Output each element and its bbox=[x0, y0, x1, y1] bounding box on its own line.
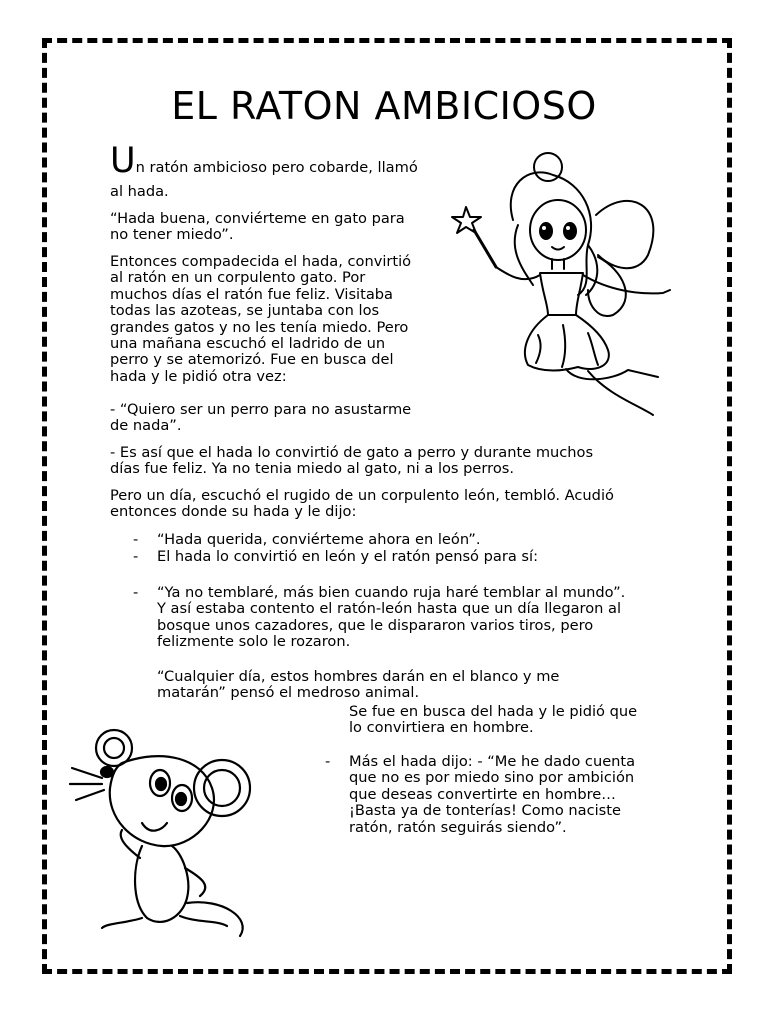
paragraph-6 bbox=[110, 488, 614, 521]
text-line: - “Quiero ser un perro para no asustarme bbox=[110, 401, 412, 418]
text-line: de nada”. bbox=[110, 417, 182, 435]
paragraph-8 bbox=[349, 754, 635, 836]
text-line: Y así estaba contento el ratón-león hasta que un día llegaron al bbox=[157, 600, 622, 618]
text-line: “Cualquier día, estos hombres darán en el blanco y me bbox=[157, 668, 560, 685]
text-line: “Hada buena, conviérteme en gato para bbox=[110, 210, 405, 227]
text-line: matarán” pensó el medroso animal. bbox=[157, 684, 420, 702]
intro-line-2: al hada. bbox=[110, 183, 169, 200]
text-line: Entonces compadecida el hada, convirtió bbox=[110, 253, 412, 270]
intro-line-1: n ratón ambicioso pero cobarde, llamó bbox=[135, 159, 418, 176]
text-line: una mañana escuchó el ladrido de un bbox=[110, 335, 386, 353]
paragraph-4 bbox=[110, 402, 411, 435]
bullet-dash: - bbox=[133, 548, 139, 565]
page-title: EL RATON AMBICIOSO bbox=[171, 84, 597, 128]
bullet-dash: - bbox=[133, 531, 139, 548]
text-line: todas las azoteas, se juntaba con los bbox=[110, 302, 380, 320]
bullet-dash: - bbox=[325, 753, 331, 770]
text-line: ¡Basta ya de tonterías! Como naciste bbox=[349, 802, 621, 820]
bullet-quote bbox=[157, 669, 559, 702]
text-line: al ratón en un corpulento gato. Por bbox=[110, 269, 366, 287]
paragraph-5 bbox=[110, 445, 593, 478]
text-line: Se fue en busca del hada y le pidió que bbox=[349, 703, 638, 720]
fairy-illustration bbox=[448, 145, 688, 425]
text-line: días fue feliz. Ya no tenia miedo al gato, ni a los perros. bbox=[110, 460, 514, 478]
text-line: felizmente solo le rozaron. bbox=[157, 633, 351, 651]
paragraph-7 bbox=[349, 704, 637, 737]
intro-paragraph bbox=[110, 141, 418, 181]
text-line: ratón, ratón seguirás siendo”. bbox=[349, 818, 567, 836]
text-line: bosque unos cazadores, que le dispararon varios tiros, pero bbox=[157, 616, 594, 634]
text-line: perro y se atemorizó. Fue en busca del bbox=[110, 351, 394, 369]
text-line: “Ya no temblaré, más bien cuando ruja haré temblar al mundo”. bbox=[157, 584, 626, 601]
mouse-illustration bbox=[62, 718, 272, 938]
text-line: no tener miedo”. bbox=[110, 226, 234, 244]
bullet-dash: - bbox=[133, 584, 139, 601]
drop-cap: U bbox=[110, 141, 136, 181]
bullet-item-3 bbox=[157, 585, 625, 651]
text-line: grandes gatos y no les tenía miedo. Pero bbox=[110, 318, 409, 336]
bullet-item-1: “Hada querida, conviérteme ahora en león”. bbox=[157, 531, 481, 548]
text-line: - Es así que el hada lo convirtió de gato a perro y durante muchos bbox=[110, 444, 594, 461]
paragraph-3 bbox=[110, 254, 411, 385]
text-line: entonces donde su hada y le dijo: bbox=[110, 503, 357, 521]
text-line: que deseas convertirte en hombre… bbox=[349, 785, 616, 803]
paragraph-2 bbox=[110, 211, 405, 244]
text-line: lo convirtiera en hombre. bbox=[349, 719, 534, 737]
text-line: Pero un día, escuchó el rugido de un corpulento león, tembló. Acudió bbox=[110, 487, 614, 504]
text-line: muchos días el ratón fue feliz. Visitaba bbox=[110, 285, 393, 303]
text-line: hada y le pidió otra vez: bbox=[110, 367, 287, 385]
bullet-item-2: El hada lo convirtió en león y el ratón pensó para sí: bbox=[157, 548, 538, 565]
text-line: Más el hada dijo: - “Me he dado cuenta bbox=[349, 753, 636, 770]
text-line: que no es por miedo sino por ambición bbox=[349, 769, 635, 787]
